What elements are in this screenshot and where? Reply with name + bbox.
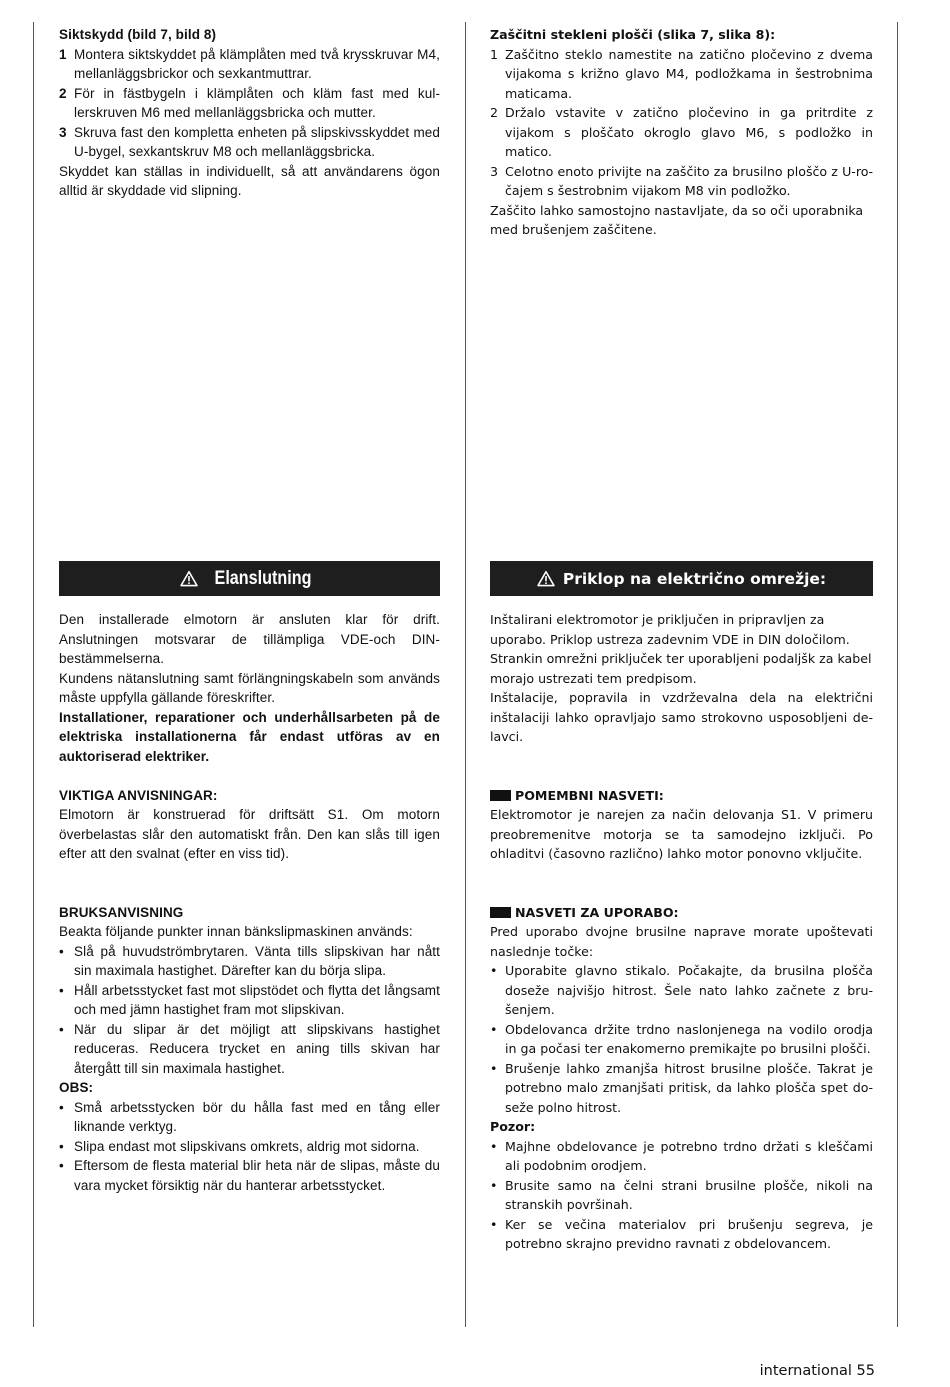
sl-usage-heading xyxy=(490,903,873,923)
page-footer: international 55 xyxy=(759,1363,875,1379)
sv-sight-guard-note: Skyddet kan ställas in individuellt, så att användarens ögon alltid är skyddade vid slipning. xyxy=(59,163,440,198)
sv-important-text: Elmotorn är konstruerad för driftsätt S1. Om motorn överbelastas slår den automatiskt från. Den kan slås till igen efter att den svalnat (efter en viss tid). xyxy=(59,807,440,861)
sv-sight-guard-section xyxy=(59,25,440,201)
sv-electrical-title: Elanslutning xyxy=(214,567,311,589)
sl-elec-para-2: Strankin omrežni priključek ter uporabljeni podaljšk za kabel morajo ustrezati tem predpisom. xyxy=(490,651,872,686)
sl-step-2: 2 Držalo vstavite v zatično pločevino in ga pritrdite z vijakom s ploščato okroglo glavo M6, s podložko in matico. xyxy=(490,105,873,159)
list-item: • Slå på huvudströmbrytaren. Vänta tills slipskivan har nått sin maximala hastighet. Därefter kan du börja slipa. xyxy=(59,943,440,978)
list-item: • Håll arbetsstycket fast mot slipstödet och flytta det långsamt och med jämn hastighet fram mot slipskivan. xyxy=(59,982,440,1017)
list-item: • Uporabite glavno stikalo. Počakajte, da brusilna plošča doseže najvišjo hitrost. Šele nato lahko začnete z brušenjem. xyxy=(490,963,873,1017)
list-item: • Ker se večina materialov pri brušenju segreva, je potrebno skrajno previdno ravnati z obdelovancem. xyxy=(490,1216,873,1251)
sl-important-heading xyxy=(490,786,873,806)
list-item: • Obdelovanca držite trdno naslonjenega na vodilo orodja in ga počasi ter enakomerno premikajte po brusilni plošči. xyxy=(490,1021,873,1056)
sl-usage-title: NASVETI ZA UPORABO: xyxy=(515,904,679,920)
list-item: • Majhne obdelovance je potrebno trdno držati s kleščami ali podobnim orodjem. xyxy=(490,1138,873,1173)
sl-sight-guard-note: Zaščito lahko samostojno nastavljate, da so oči uporabnika med brušenjem zaščitene. xyxy=(490,202,864,237)
list-item: • Brusite samo na čelni strani brusilne plošče, nikoli na stranskih površinah. xyxy=(490,1177,873,1212)
sl-important-title: POMEMBNI NASVETI: xyxy=(515,787,664,803)
right-margin-rule xyxy=(897,22,898,1327)
sl-usage-intro: Pred uporabo dvojne brusilne naprave morate upoštevati naslednje točke: xyxy=(490,924,873,959)
sv-elec-para-1: Den installerade elmotorn är ansluten klar för drift. Anslutningen motsvarar de tillämpliga VDE-och DIN-bestämmelserna. xyxy=(59,612,440,666)
left-margin-rule xyxy=(33,22,34,1327)
sv-obs-title: OBS: xyxy=(59,1080,94,1095)
warning-triangle-icon xyxy=(537,570,555,587)
list-item: • Slipa endast mot slipskivans omkrets, aldrig mot sidorna. xyxy=(59,1138,420,1154)
list-item: • När du slipar är det möjligt att slipskivans hastighet reduceras. Reducera trycket en aning tills skivan har återgått till sin maximala hastighet. xyxy=(59,1021,440,1076)
sl-sight-guard-section xyxy=(490,25,873,240)
sv-usage-intro: Beakta följande punkter innan bänkslipmaskinen används: xyxy=(59,924,413,939)
black-square-marker xyxy=(490,790,511,801)
sv-electrical-body xyxy=(59,610,440,1195)
sv-electrical-header xyxy=(59,561,440,596)
sv-usage-title: BRUKSANVISNING xyxy=(59,904,184,920)
sv-step-3: 3 Skruva fast den kompletta enheten på slipskivsskyddet med U-bygel, sexkantskruv M8 och mellanläggsbricka. xyxy=(59,124,440,159)
sl-elec-para-3: Inštalacije, popravila in vzdrževalna dela na električni inštalaciji lahko opravljajo samo strokovno usposobljeni delavci. xyxy=(490,690,873,744)
sv-elec-para-3: Installationer, reparationer och underhållsarbeten på de elektriska installationerna får endast utföras av en auktoriserad elektriker. xyxy=(59,709,440,764)
list-item: • Små arbetsstycken bör du hålla fast med en tång eller liknande verktyg. xyxy=(59,1099,440,1134)
sl-step-3: 3 Celotno enoto privijte na zaščito za brusilno ploščo z U-ročajem s šestrobnim vijakom M8 vin podložko. xyxy=(490,163,873,198)
sl-step-1: 1 Zaščitno steklo namestite na zatično pločevino z dvema vijakoma s križno glavo M4, podložkama in šestrobnima maticama. xyxy=(490,46,873,101)
sl-important-text: Elektromotor je narejen za način delovanja S1. V primeru preobremenitve motorja se ta samodejno izključi. Po ohladitvi (časovno različno) lahko motor ponovno vključite. xyxy=(490,807,873,861)
sl-electrical-title: Priklop na električno omrežje: xyxy=(562,569,827,588)
warning-triangle-icon xyxy=(180,570,198,587)
sv-important-title: VIKTIGA ANVISNINGAR: xyxy=(59,787,218,803)
sv-step-1: 1 Montera siktskyddet på klämplåten med två krysskruvar M4, mellanläggsbrickor och sexkantmuttrar. xyxy=(59,46,440,81)
sl-electrical-body xyxy=(490,610,873,1254)
sv-step-2: 2 För in fästbygeln i klämplåten och kläm fast med kullerskruven M6 med mellanläggsbricka och mutter. xyxy=(59,85,440,120)
sv-sight-guard-title: Siktskydd (bild 7, bild 8) xyxy=(59,27,217,42)
list-item: • Eftersom de flesta material blir heta när de slipas, måste du vara mycket försiktig när du hanterar arbetsstycket. xyxy=(59,1158,440,1193)
list-item: • Brušenje lahko zmanjša hitrost brusilne plošče. Takrat je potrebno malo zmanjšati pritisk, da lahko plošča spet doseže polno hitrost. xyxy=(490,1060,873,1115)
sl-electrical-header xyxy=(490,561,873,596)
sl-elec-para-1: Inštalirani elektromotor je priključen in pripravljen za uporabo. Priklop ustreza zadevnim VDE in DIN določilom. xyxy=(490,612,850,647)
black-square-marker xyxy=(490,907,511,918)
sl-sight-guard-title: Zaščitni stekleni plošči (slika 7, slika 8): xyxy=(490,27,776,42)
sv-elec-para-2: Kundens nätanslutning samt förlängningskabeln som används måste uppfylla gällande föreskrifter. xyxy=(59,670,440,705)
sl-obs-title: Pozor: xyxy=(490,1119,536,1134)
center-divider xyxy=(465,22,466,1327)
